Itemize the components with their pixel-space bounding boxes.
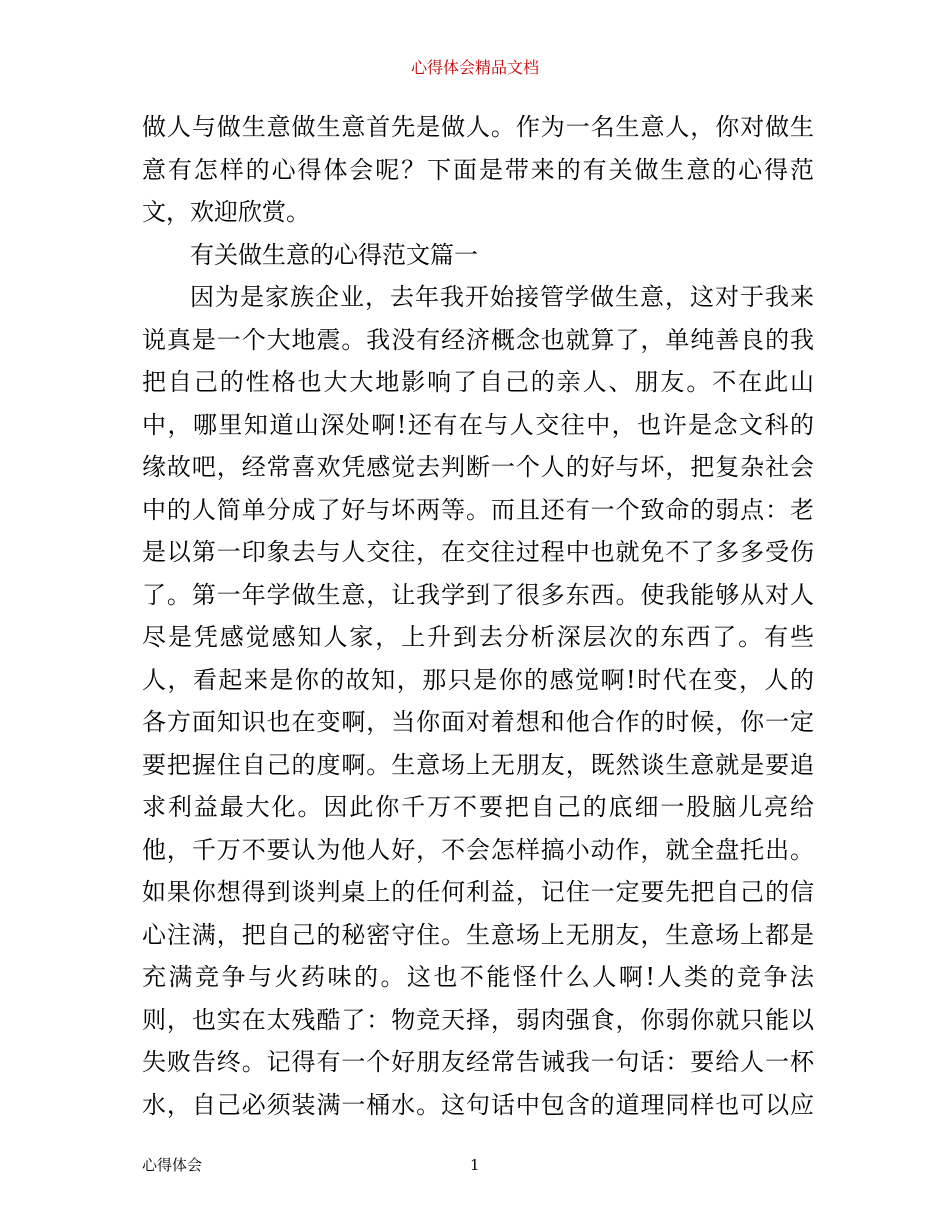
paragraph-line: 中的人简单分成了好与坏两等。而且还有一个致命的弱点：老 <box>142 495 814 524</box>
footer-label: 心得体会 <box>142 1156 203 1174</box>
document-body <box>142 106 814 1126</box>
paragraph-line: 水，自己必须装满一桶水。这句话中包含的道理同样也可以应 <box>142 1090 814 1119</box>
paragraph-line: 失败告终。记得有一个好朋友经常告诫我一句话：要给人一杯 <box>142 1048 814 1076</box>
paragraph-line: 意有怎样的心得体会呢？下面是带来的有关做生意的心得范 <box>142 155 814 184</box>
paragraph-line: 则，也实在太残酷了：物竞天择，弱肉强食，你弱你就只能以 <box>142 1005 814 1034</box>
paragraph-line: 如果你想得到谈判桌上的任何利益，记住一定要先把自己的信 <box>142 878 814 906</box>
paragraph-line: 人，看起来是你的故知，那只是你的感觉啊!时代在变，人的 <box>142 665 814 694</box>
section-heading: 有关做生意的心得范文篇一 <box>190 240 478 269</box>
paragraph-line: 文，欢迎欣赏。 <box>142 198 310 226</box>
paragraph-line: 做人与做生意做生意首先是做人。作为一名生意人，你对做生 <box>142 113 814 141</box>
page-header-title: 心得体会精品文档 <box>410 58 539 77</box>
paragraph-line: 充满竞争与火药味的。这也不能怪什么人啊!人类的竞争法 <box>142 963 814 991</box>
paragraph-line: 因为是家族企业，去年我开始接管学做生意，这对于我来 <box>190 283 814 311</box>
paragraph-line: 说真是一个大地震。我没有经济概念也就算了，单纯善良的我 <box>142 325 814 354</box>
paragraph-line: 是以第一印象去与人交往，在交往过程中也就免不了多多受伤 <box>142 538 814 566</box>
paragraph-line: 各方面知识也在变啊，当你面对着想和他合作的时候，你一定 <box>142 708 814 736</box>
paragraph-line: 把自己的性格也大大地影响了自己的亲人、朋友。不在此山 <box>142 368 814 396</box>
paragraph-line: 缘故吧，经常喜欢凭感觉去判断一个人的好与坏，把复杂社会 <box>142 453 814 481</box>
paragraph-line: 中，哪里知道山深处啊!还有在与人交往中，也许是念文科的 <box>142 410 814 439</box>
paragraph-line: 了。第一年学做生意，让我学到了很多东西。使我能够从对人 <box>142 580 814 609</box>
paragraph-line: 求利益最大化。因此你千万不要把自己的底细一股脑儿亮给 <box>142 793 814 821</box>
page-number: 1 <box>470 1156 480 1174</box>
paragraph-line: 心注满，把自己的秘密守住。生意场上无朋友，生意场上都是 <box>142 920 814 949</box>
paragraph-line: 要把握住自己的度啊。生意场上无朋友，既然谈生意就是要追 <box>142 750 814 779</box>
paragraph-line: 尽是凭感觉感知人家，上升到去分析深层次的东西了。有些 <box>142 623 814 651</box>
paragraph-line: 他，千万不要认为他人好，不会怎样搞小动作，就全盘托出。 <box>142 835 814 864</box>
